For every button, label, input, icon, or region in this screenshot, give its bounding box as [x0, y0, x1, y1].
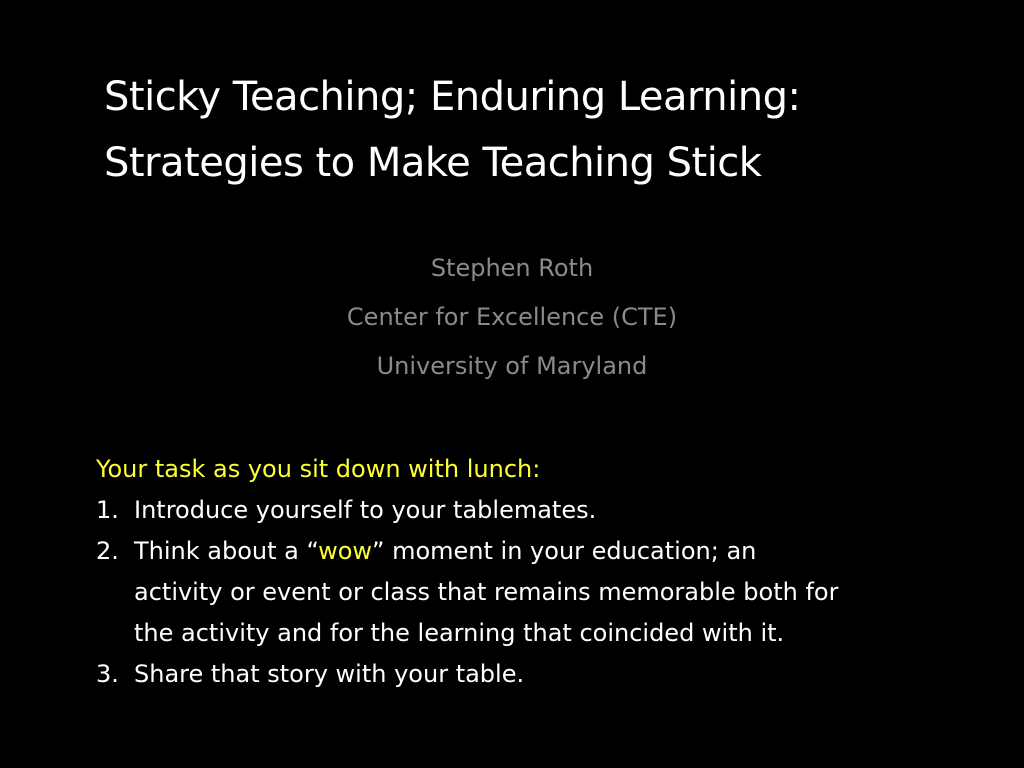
task-item-text-line-1: [134, 531, 976, 572]
slide-title: [104, 64, 984, 196]
task-item-text-line-3: the activity and for the learning that coincided with it.: [134, 619, 785, 647]
task-section: [96, 449, 976, 695]
presenter-department: Center for Excellence (CTE): [346, 303, 678, 331]
task-item-number: 1.: [96, 496, 119, 524]
wow-highlight: wow: [318, 537, 373, 565]
task-item-text-before: Think about a “: [134, 537, 319, 565]
title-line-2: Strategies to Make Teaching Stick: [104, 140, 762, 186]
title-line-1: Sticky Teaching; Enduring Learning:: [104, 74, 801, 120]
task-item-text: Share that story with your table.: [134, 660, 525, 688]
task-item-number: 3.: [96, 660, 119, 688]
task-heading: Your task as you sit down with lunch:: [96, 455, 541, 483]
presenter-institution: University of Maryland: [376, 352, 648, 380]
task-item-1: [96, 490, 976, 531]
task-item-3: [96, 654, 976, 695]
task-item-text-line-2: activity or event or class that remains memorable both for: [134, 578, 839, 606]
task-item-2: [96, 531, 976, 654]
presenter-name: Stephen Roth: [430, 254, 594, 282]
task-item-number: 2.: [96, 537, 119, 565]
slide-subtitle: [0, 244, 1024, 391]
task-list: [96, 490, 976, 695]
task-item-text-after: ” moment in your education; an: [372, 537, 757, 565]
task-item-text: Introduce yourself to your tablemates.: [134, 496, 597, 524]
